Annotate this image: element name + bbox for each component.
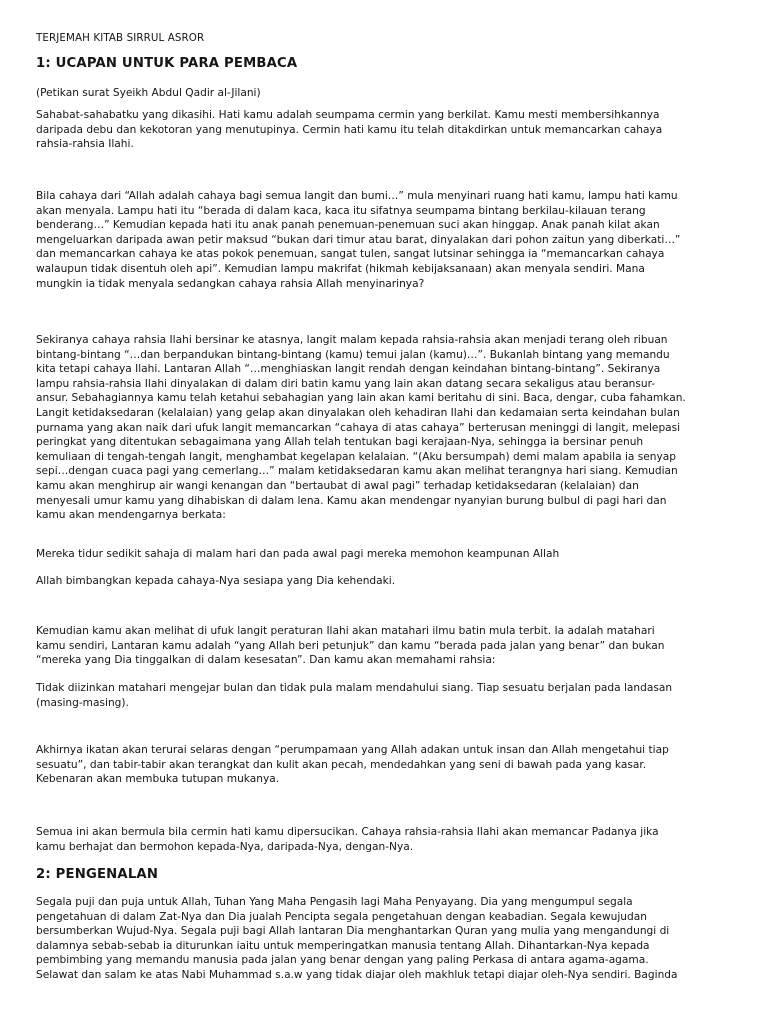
text-line: kamu akan mendengarnya berkata: [36,509,226,522]
text-line: Kemudian kamu akan melihat di ufuk langit peraturan Ilahi akan matahari ilmu batin mula terbit. Ia adalah matahari [36,625,655,637]
text-line: ansur. Sebahagiannya kamu telah ketahui sebahagian yang lain akan kami beritahu di sini. Baca, dengar, cuba fahamkan. [36,392,686,405]
text-line: Selawat dan salam ke atas Nabi Muhammad s.a.w yang tidak diajar oleh makhluk tetapi diajar oleh-Nya sendiri. Baginda [36,968,678,981]
text-line: Tidak diizinkan matahari mengejar bulan dan tidak pula malam mendahului siang. Tiap sesuatu berjalan pada landasan [36,682,673,694]
text-line: daripada debu dan kekotoran yang menutupinya. Cermin hati kamu itu telah ditakdirkan untuk memancarkan cahaya [36,123,663,136]
text-line: pengetahuan di dalam Zat-Nya dan Dia jualah Pencipta segala pengetahuan dengan keabadian. Segala kewujudan [36,910,647,923]
text-line: kamu akan menghirup air wangi kenangan dan “bertaubat di awal pagi” terhadap ketidaksedaran (kelalaian) dan [36,479,639,492]
paragraph [36,895,738,983]
document-header: TERJEMAH KITAB SIRRUL ASROR [36,32,205,44]
text-line: kita tetapi cahaya Ilahi. Lantaran Allah “…menghiaskan langit rendah dengan keindahan bintang-bintang”. Sekiranya [36,363,661,376]
text-line: mengeluarkan daripada awan petir maksud “bukan dari timur atau barat, dinyalakan dari pohon zaitun yang diberkati…” [36,233,681,246]
text-line: benderang…” Kemudian kepada hati itu anak panah penemuan-penemuan suci akan hinggap. Anak panah kilat akan [36,219,660,232]
text-line: Segala puji dan puja untuk Allah, Tuhan Yang Maha Pengasih lagi Maha Penyayang. Dia yang mengumpul segala [36,896,633,908]
text-line: rahsia-rahsia Ilahi. [36,138,134,151]
text-line: Langit ketidaksedaran (kelalaian) yang gelap akan dinyalakan oleh kehadiran Ilahi dan kedamaian serta keindahan bulan [36,406,680,419]
text-line: sesuatu”, dan tabir-tabir akan terangkat dan kulit akan pecah, mendedahkan yang seni di bawah pada yang kasar. [36,758,647,771]
text-line: Sahabat-sahabatku yang dikasihi. Hati kamu adalah seumpama cermin yang berkilat. Kamu mesti membersihkannya [36,109,660,121]
text-line: Bila cahaya dari “Allah adalah cahaya bagi semua langit dan bumi…” mula menyinari ruang hati kamu, lampu hati kamu [36,190,678,202]
text-line: sepi…dengan cuaca pagi yang cemerlang…” malam ketidaksedaran kamu akan melihat terangnya hari siang. Kemudian [36,465,678,478]
paragraph [36,825,738,854]
text-line: akan menyala. Lampu hati itu “berada di dalam kaca, kaca itu sifatnya seumpama bintang berkilau-kilauan terang [36,204,646,217]
paragraph [36,189,738,291]
paragraph [36,743,738,787]
text-line: bintang-bintang “…dan berpandukan bintang-bintang (kamu) temui jalan (kamu)…”. Bukanlah bintang yang memandu [36,348,670,361]
text-line: Sekiranya cahaya rahsia Ilahi bersinar ke atasnya, langit malam kepada rahsia-rahsia akan menjadi terang oleh ribuan [36,334,668,346]
text-line: Allah bimbangkan kepada cahaya-Nya sesiapa yang Dia kehendaki. [36,575,396,587]
text-line: lampu rahsia-rahsia Ilahi dinyalakan di dalam diri batin kamu yang lain akan datang secara sekaligus atau beransur- [36,377,656,390]
paragraph [36,547,738,562]
text-line: peringkat yang ditentukan sebagaimana yang Allah telah tentukan bagi kerajaan-Nya, sehingga ia bersinar penuh [36,436,644,449]
text-line: mungkin ia tidak menyala sedangkan cahaya rahsia Allah menyinarinya? [36,277,425,290]
paragraph [36,333,738,523]
text-line: menyesali umur kamu yang dihabiskan di dalam lena. Kamu akan mendengar nyanyian burung bulbul di pagi hari dan [36,494,667,507]
paragraph [36,574,738,589]
section-1-subtitle: (Petikan surat Syeikh Abdul Qadir al-Jilani) [36,87,261,99]
text-line: Akhirnya ikatan akan terurai selaras dengan “perumpamaan yang Allah adakan untuk insan dan Allah mengetahui tiap [36,744,669,756]
text-line: kemuliaan di tengah-tengah langit, menghambat kegelapan kelalaian. “(Aku bersumpah) demi malam apabila ia senyap [36,450,677,463]
text-line: (masing-masing). [36,696,129,709]
text-line: pembimbing yang memandu manusia pada jalan yang benar dengan yang paling Perkasa di antara agama-agama. [36,954,649,967]
text-line: dan memancarkan cahaya ke atas pokok penemuan, sangat tulen, sangat lutsinar sehingga ia “memancarkan cahaya [36,248,665,261]
text-line: Mereka tidur sedikit sahaja di malam hari dan pada awal pagi mereka memohon keampunan Allah [36,548,560,560]
text-line: bersumberkan Wujud-Nya. Segala puji bagi Allah lantaran Dia menghantarkan Quran yang mulia yang mengandungi di [36,925,670,938]
text-line: Kebenaran akan membuka tutupan mukanya. [36,773,280,786]
text-line: kamu sendiri, Lantaran kamu adalah “yang Allah beri petunjuk” dan kamu “berada pada jalan yang benar” dan bukan [36,639,665,652]
section-2-title: 2: PENGENALAN [36,867,159,882]
text-line: Semua ini akan bermula bila cermin hati kamu dipersucikan. Cahaya rahsia-rahsia Ilahi akan memancar Padanya jika [36,826,659,838]
text-line: dalamnya sebab-sebab ia diturunkan iaitu untuk memperingatkan manusia tentang Allah. Dihantarkan-Nya kepada [36,939,650,952]
text-line: purnama yang akan naik dari ufuk langit memancarkan “cahaya di atas cahaya” berterusan meninggi di langit, melepasi [36,421,681,434]
paragraph [36,108,738,152]
paragraph [36,681,738,710]
text-line: kamu berhajat dan bermohon kepada-Nya, daripada-Nya, dengan-Nya. [36,840,414,853]
paragraph [36,624,738,668]
section-1-title: 1: UCAPAN UNTUK PARA PEMBACA [36,56,298,71]
text-line: “mereka yang Dia tinggalkan di dalam kesesatan”. Dan kamu akan memahami rahsia: [36,654,496,667]
text-line: walaupun tidak disentuh oleh api”. Kemudian lampu makrifat (hikmah kebijaksanaan) akan menyala sendiri. Mana [36,262,645,275]
